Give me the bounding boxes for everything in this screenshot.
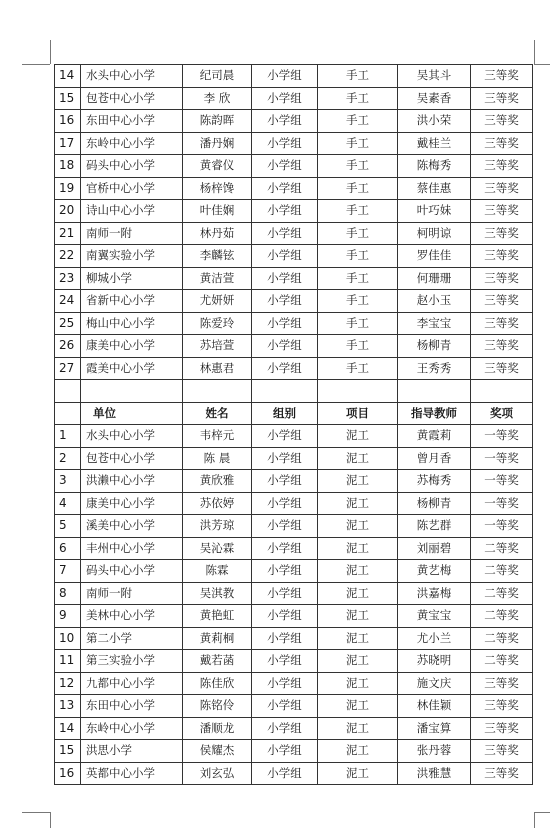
group-cell: 小学组 — [252, 155, 318, 178]
teacher-cell: 陈梅秀 — [398, 155, 471, 178]
row-number: 12 — [55, 672, 81, 695]
item-cell: 手工 — [318, 267, 398, 290]
teacher-cell: 吴素香 — [398, 87, 471, 110]
unit-cell: 洪濑中心小学 — [81, 470, 183, 493]
item-cell: 手工 — [318, 177, 398, 200]
unit-cell: 康美中心小学 — [81, 492, 183, 515]
table-row — [55, 470, 533, 493]
group-cell: 小学组 — [252, 200, 318, 223]
award-cell: 三等奖 — [471, 110, 533, 133]
row-number: 20 — [55, 200, 81, 223]
group-cell: 小学组 — [252, 717, 318, 740]
unit-cell: 水头中心小学 — [81, 425, 183, 448]
teacher-cell: 罗佳佳 — [398, 245, 471, 268]
teacher-cell: 杨柳青 — [398, 335, 471, 358]
student-name-cell: 吴沁霖 — [183, 537, 252, 560]
teacher-cell: 柯明谅 — [398, 222, 471, 245]
student-name-cell: 苏依婷 — [183, 492, 252, 515]
group-cell: 小学组 — [252, 222, 318, 245]
item-cell: 泥工 — [318, 627, 398, 650]
table-row — [55, 537, 533, 560]
student-name-cell: 黄艳虹 — [183, 605, 252, 628]
row-number: 22 — [55, 245, 81, 268]
award-cell: 三等奖 — [471, 695, 533, 718]
unit-cell: 包苍中心小学 — [81, 447, 183, 470]
item-cell: 手工 — [318, 222, 398, 245]
table-row — [55, 267, 533, 290]
group-cell: 小学组 — [252, 560, 318, 583]
teacher-cell: 李宝宝 — [398, 312, 471, 335]
teacher-cell: 洪雅慧 — [398, 762, 471, 785]
unit-cell: 美林中心小学 — [81, 605, 183, 628]
row-number: 14 — [55, 65, 81, 88]
award-cell: 三等奖 — [471, 290, 533, 313]
teacher-cell: 黄宝宝 — [398, 605, 471, 628]
student-name-cell: 尤妍妍 — [183, 290, 252, 313]
student-name-cell: 韦梓元 — [183, 425, 252, 448]
crop-mark-bottom-right-v — [534, 812, 535, 828]
award-roster-sheet — [54, 64, 532, 785]
row-number: 16 — [55, 762, 81, 785]
section-a-rows — [55, 65, 533, 380]
teacher-cell: 潘宝算 — [398, 717, 471, 740]
item-cell: 泥工 — [318, 650, 398, 673]
award-cell: 二等奖 — [471, 627, 533, 650]
award-cell: 三等奖 — [471, 65, 533, 88]
item-cell: 手工 — [318, 290, 398, 313]
unit-cell: 东岭中心小学 — [81, 717, 183, 740]
table-row — [55, 155, 533, 178]
row-number: 5 — [55, 515, 81, 538]
teacher-cell: 赵小玉 — [398, 290, 471, 313]
header-row — [55, 402, 533, 425]
table-row — [55, 312, 533, 335]
row-number: 18 — [55, 155, 81, 178]
group-cell: 小学组 — [252, 177, 318, 200]
row-number: 11 — [55, 650, 81, 673]
group-cell: 小学组 — [252, 290, 318, 313]
table-row — [55, 335, 533, 358]
item-cell: 手工 — [318, 65, 398, 88]
award-cell: 一等奖 — [471, 492, 533, 515]
table-row — [55, 492, 533, 515]
group-cell: 小学组 — [252, 357, 318, 380]
table-row — [55, 717, 533, 740]
student-name-cell: 陈爱玲 — [183, 312, 252, 335]
item-cell: 泥工 — [318, 740, 398, 763]
item-cell: 手工 — [318, 155, 398, 178]
student-name-cell: 林丹茹 — [183, 222, 252, 245]
row-number: 24 — [55, 290, 81, 313]
group-cell: 小学组 — [252, 695, 318, 718]
group-cell: 小学组 — [252, 762, 318, 785]
row-number: 6 — [55, 537, 81, 560]
group-cell: 小学组 — [252, 537, 318, 560]
unit-cell: 南翼实验小学 — [81, 245, 183, 268]
unit-cell: 霞美中心小学 — [81, 357, 183, 380]
item-cell: 泥工 — [318, 470, 398, 493]
row-number: 2 — [55, 447, 81, 470]
item-cell: 手工 — [318, 357, 398, 380]
student-name-cell: 黄洁萱 — [183, 267, 252, 290]
group-cell: 小学组 — [252, 740, 318, 763]
header-name: 姓名 — [183, 402, 252, 425]
award-cell: 三等奖 — [471, 762, 533, 785]
student-name-cell: 黄欣雅 — [183, 470, 252, 493]
student-name-cell: 陈 晨 — [183, 447, 252, 470]
teacher-cell: 黄霞莉 — [398, 425, 471, 448]
unit-cell: 码头中心小学 — [81, 155, 183, 178]
item-cell: 手工 — [318, 245, 398, 268]
unit-cell: 第三实验小学 — [81, 650, 183, 673]
table-row — [55, 695, 533, 718]
award-cell: 二等奖 — [471, 582, 533, 605]
unit-cell: 丰州中心小学 — [81, 537, 183, 560]
award-cell: 三等奖 — [471, 132, 533, 155]
item-cell: 泥工 — [318, 537, 398, 560]
crop-mark-top-right-h — [534, 64, 550, 65]
row-number: 26 — [55, 335, 81, 358]
group-cell: 小学组 — [252, 582, 318, 605]
student-name-cell: 黄睿仪 — [183, 155, 252, 178]
teacher-cell: 吴其斗 — [398, 65, 471, 88]
table-row — [55, 425, 533, 448]
group-cell: 小学组 — [252, 312, 318, 335]
teacher-cell: 刘丽碧 — [398, 537, 471, 560]
table-row — [55, 627, 533, 650]
award-cell: 三等奖 — [471, 672, 533, 695]
table-row — [55, 447, 533, 470]
teacher-cell: 苏晓明 — [398, 650, 471, 673]
item-cell: 泥工 — [318, 717, 398, 740]
group-cell: 小学组 — [252, 245, 318, 268]
teacher-cell: 戴桂兰 — [398, 132, 471, 155]
item-cell: 手工 — [318, 110, 398, 133]
unit-cell: 南师一附 — [81, 582, 183, 605]
group-cell: 小学组 — [252, 470, 318, 493]
crop-mark-bottom-left-h — [22, 812, 50, 813]
group-cell: 小学组 — [252, 110, 318, 133]
crop-mark-bottom-right-h — [534, 812, 550, 813]
table-row — [55, 87, 533, 110]
row-number: 16 — [55, 110, 81, 133]
group-cell: 小学组 — [252, 267, 318, 290]
unit-cell: 第二小学 — [81, 627, 183, 650]
teacher-cell: 何珊珊 — [398, 267, 471, 290]
table-row — [55, 582, 533, 605]
unit-cell: 九都中心小学 — [81, 672, 183, 695]
award-cell: 三等奖 — [471, 245, 533, 268]
teacher-cell: 林佳颖 — [398, 695, 471, 718]
award-cell: 一等奖 — [471, 515, 533, 538]
row-number: 23 — [55, 267, 81, 290]
unit-cell: 官桥中心小学 — [81, 177, 183, 200]
student-name-cell: 陈霖 — [183, 560, 252, 583]
teacher-cell: 蔡佳惠 — [398, 177, 471, 200]
table-row — [55, 177, 533, 200]
award-cell: 三等奖 — [471, 312, 533, 335]
crop-mark-top-left-v — [50, 40, 51, 64]
group-cell: 小学组 — [252, 425, 318, 448]
unit-cell: 包苍中心小学 — [81, 87, 183, 110]
header-section — [55, 402, 533, 425]
table-row — [55, 290, 533, 313]
student-name-cell: 戴若菡 — [183, 650, 252, 673]
table-row — [55, 650, 533, 673]
section-separator — [55, 380, 533, 403]
teacher-cell: 黄艺梅 — [398, 560, 471, 583]
table-row — [55, 222, 533, 245]
student-name-cell: 李麟铉 — [183, 245, 252, 268]
item-cell: 手工 — [318, 87, 398, 110]
crop-mark-bottom-left-v — [50, 812, 51, 828]
header-unit: 单位 — [81, 402, 183, 425]
group-cell: 小学组 — [252, 132, 318, 155]
header-group: 组别 — [252, 402, 318, 425]
section-b-rows — [55, 425, 533, 785]
teacher-cell: 苏梅秀 — [398, 470, 471, 493]
student-name-cell: 苏培萱 — [183, 335, 252, 358]
unit-cell: 柳城小学 — [81, 267, 183, 290]
row-number: 15 — [55, 87, 81, 110]
student-name-cell: 洪芳琼 — [183, 515, 252, 538]
unit-cell: 南师一附 — [81, 222, 183, 245]
crop-mark-top-left-h — [22, 64, 50, 65]
student-name-cell: 林惠君 — [183, 357, 252, 380]
award-cell: 二等奖 — [471, 650, 533, 673]
award-cell: 一等奖 — [471, 447, 533, 470]
group-cell: 小学组 — [252, 65, 318, 88]
row-number: 1 — [55, 425, 81, 448]
student-name-cell: 刘玄弘 — [183, 762, 252, 785]
item-cell: 泥工 — [318, 560, 398, 583]
unit-cell: 英都中心小学 — [81, 762, 183, 785]
student-name-cell: 叶佳娴 — [183, 200, 252, 223]
award-cell: 三等奖 — [471, 740, 533, 763]
group-cell: 小学组 — [252, 447, 318, 470]
group-cell: 小学组 — [252, 515, 318, 538]
student-name-cell: 陈佳欣 — [183, 672, 252, 695]
unit-cell: 东田中心小学 — [81, 110, 183, 133]
table-row — [55, 110, 533, 133]
teacher-cell: 洪小荣 — [398, 110, 471, 133]
teacher-cell: 张丹蓉 — [398, 740, 471, 763]
teacher-cell: 施文庆 — [398, 672, 471, 695]
item-cell: 泥工 — [318, 762, 398, 785]
student-name-cell: 纪司晨 — [183, 65, 252, 88]
item-cell: 手工 — [318, 200, 398, 223]
item-cell: 泥工 — [318, 695, 398, 718]
row-number: 7 — [55, 560, 81, 583]
group-cell: 小学组 — [252, 87, 318, 110]
student-name-cell: 黄莉桐 — [183, 627, 252, 650]
table-row — [55, 762, 533, 785]
table-row — [55, 65, 533, 88]
item-cell: 泥工 — [318, 515, 398, 538]
table-row — [55, 672, 533, 695]
teacher-cell: 曾月香 — [398, 447, 471, 470]
unit-cell: 溪美中心小学 — [81, 515, 183, 538]
group-cell: 小学组 — [252, 627, 318, 650]
award-cell: 三等奖 — [471, 177, 533, 200]
award-cell: 三等奖 — [471, 717, 533, 740]
student-name-cell: 杨梓馋 — [183, 177, 252, 200]
award-cell: 三等奖 — [471, 87, 533, 110]
row-number: 27 — [55, 357, 81, 380]
award-cell: 三等奖 — [471, 222, 533, 245]
unit-cell: 东田中心小学 — [81, 695, 183, 718]
item-cell: 泥工 — [318, 492, 398, 515]
row-number: 4 — [55, 492, 81, 515]
award-cell: 二等奖 — [471, 560, 533, 583]
table-row — [55, 605, 533, 628]
unit-cell: 水头中心小学 — [81, 65, 183, 88]
student-name-cell: 李 欣 — [183, 87, 252, 110]
item-cell: 手工 — [318, 312, 398, 335]
row-number: 10 — [55, 627, 81, 650]
table-row — [55, 357, 533, 380]
student-name-cell: 陈铭伶 — [183, 695, 252, 718]
table-row — [55, 740, 533, 763]
item-cell: 手工 — [318, 335, 398, 358]
row-number: 14 — [55, 717, 81, 740]
table-row — [55, 245, 533, 268]
unit-cell: 码头中心小学 — [81, 560, 183, 583]
row-number: 3 — [55, 470, 81, 493]
teacher-cell: 尤小兰 — [398, 627, 471, 650]
row-number: 15 — [55, 740, 81, 763]
award-cell: 一等奖 — [471, 470, 533, 493]
unit-cell: 康美中心小学 — [81, 335, 183, 358]
award-cell: 三等奖 — [471, 357, 533, 380]
student-name-cell: 潘顺龙 — [183, 717, 252, 740]
award-cell: 三等奖 — [471, 335, 533, 358]
teacher-cell: 叶巧妹 — [398, 200, 471, 223]
award-cell: 三等奖 — [471, 200, 533, 223]
group-cell: 小学组 — [252, 672, 318, 695]
group-cell: 小学组 — [252, 492, 318, 515]
teacher-cell: 王秀秀 — [398, 357, 471, 380]
table-row — [55, 560, 533, 583]
row-number: 19 — [55, 177, 81, 200]
item-cell: 手工 — [318, 132, 398, 155]
header-item: 项目 — [318, 402, 398, 425]
teacher-cell: 陈艺群 — [398, 515, 471, 538]
award-cell: 二等奖 — [471, 605, 533, 628]
unit-cell: 东岭中心小学 — [81, 132, 183, 155]
teacher-cell: 杨柳青 — [398, 492, 471, 515]
award-roster-table — [54, 64, 533, 785]
item-cell: 泥工 — [318, 447, 398, 470]
student-name-cell: 陈韵晖 — [183, 110, 252, 133]
header-award: 奖项 — [471, 402, 533, 425]
row-number: 21 — [55, 222, 81, 245]
header-teacher: 指导教师 — [398, 402, 471, 425]
award-cell: 三等奖 — [471, 155, 533, 178]
group-cell: 小学组 — [252, 650, 318, 673]
item-cell: 泥工 — [318, 605, 398, 628]
table-row — [55, 132, 533, 155]
row-number: 13 — [55, 695, 81, 718]
group-cell: 小学组 — [252, 335, 318, 358]
row-number: 9 — [55, 605, 81, 628]
row-number: 8 — [55, 582, 81, 605]
award-cell: 一等奖 — [471, 425, 533, 448]
unit-cell: 洪思小学 — [81, 740, 183, 763]
student-name-cell: 侯耀杰 — [183, 740, 252, 763]
student-name-cell: 吴淇教 — [183, 582, 252, 605]
student-name-cell: 潘丹娴 — [183, 132, 252, 155]
award-cell: 二等奖 — [471, 537, 533, 560]
row-number: 17 — [55, 132, 81, 155]
teacher-cell: 洪嘉梅 — [398, 582, 471, 605]
item-cell: 泥工 — [318, 425, 398, 448]
award-cell: 三等奖 — [471, 267, 533, 290]
unit-cell: 梅山中心小学 — [81, 312, 183, 335]
item-cell: 泥工 — [318, 582, 398, 605]
row-number: 25 — [55, 312, 81, 335]
unit-cell: 省新中心小学 — [81, 290, 183, 313]
table-row — [55, 515, 533, 538]
item-cell: 泥工 — [318, 672, 398, 695]
group-cell: 小学组 — [252, 605, 318, 628]
blank-row — [55, 380, 533, 403]
crop-mark-top-right-v — [534, 40, 535, 64]
table-row — [55, 200, 533, 223]
unit-cell: 诗山中心小学 — [81, 200, 183, 223]
